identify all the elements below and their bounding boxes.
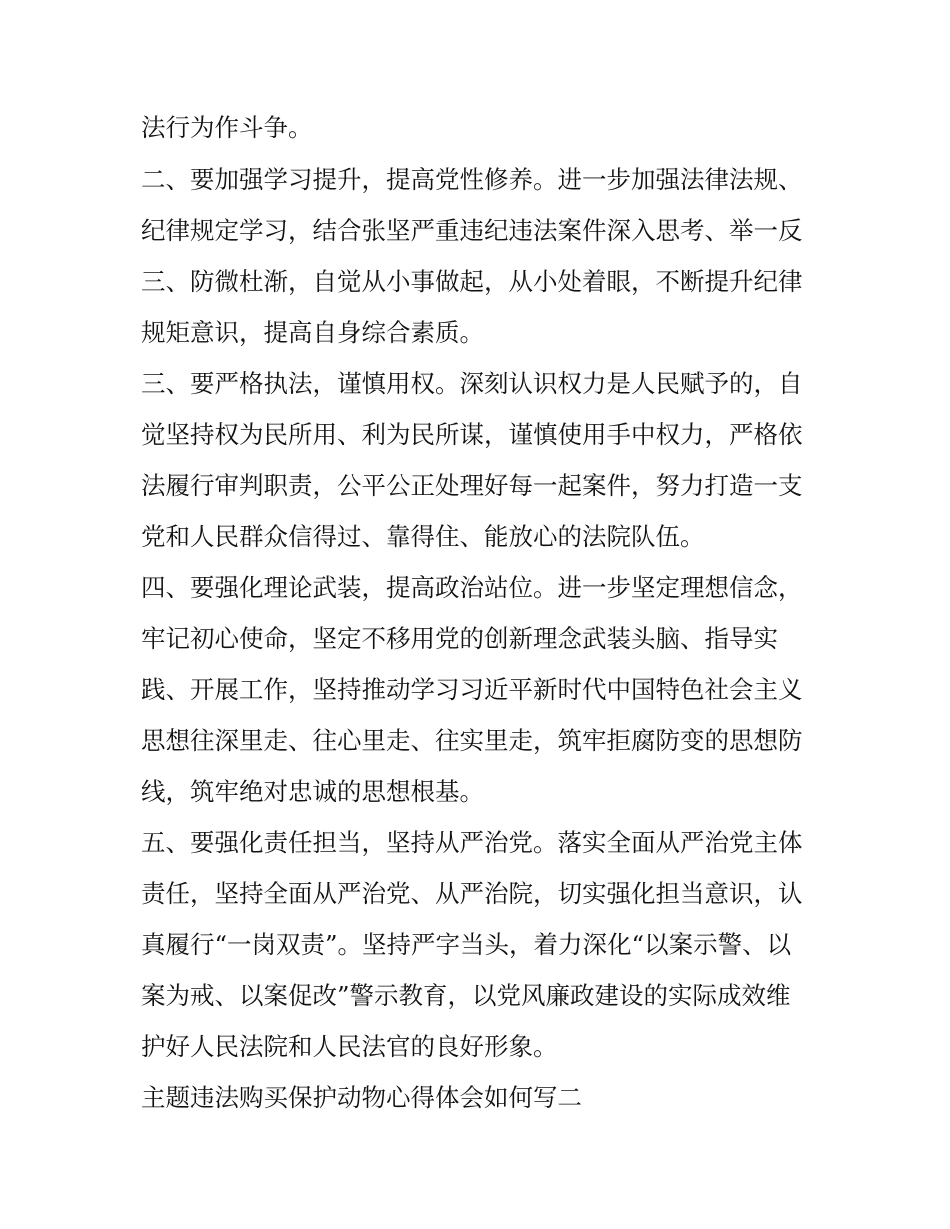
text-line: 践、开展工作，坚持推动学习习近平新时代中国特色社会主义 xyxy=(141,675,803,704)
text-line: 三、防微杜渐，自觉从小事做起，从小处着眼，不断提升纪律 xyxy=(141,267,803,296)
text-line: 三、要严格执法，谨慎用权。深刻认识权力是人民赋予的，自 xyxy=(141,369,803,398)
text-line: 纪律规定学习，结合张坚严重违纪违法案件深入思考、举一反 xyxy=(141,216,803,245)
text-line: 线，筑牢绝对忠诚的思想根基。 xyxy=(141,777,484,806)
text-line: 觉坚持权为民所用、利为民所谋，谨慎使用手中权力，严格依 xyxy=(141,420,803,449)
text-line: 护好人民法院和人民法官的良好形象。 xyxy=(141,1032,558,1061)
text-line: 规矩意识，提高自身综合素质。 xyxy=(141,318,484,347)
text-line: 二、要加强学习提升，提高党性修养。进一步加强法律法规、 xyxy=(141,165,803,194)
text-line: 真履行“一岗双责”。坚持严字当头，着力深化“以案示警、以 xyxy=(141,930,792,959)
text-line: 思想往深里走、往心里走、往实里走，筑牢拒腐防变的思想防 xyxy=(141,726,803,755)
text-line: 责任，坚持全面从严治党、从严治院，切实强化担当意识，认 xyxy=(141,879,803,908)
text-line: 四、要强化理论武装，提高政治站位。进一步坚定理想信念， xyxy=(141,573,803,602)
text-line: 法履行审判职责，公平公正处理好每一起案件，努力打造一支 xyxy=(141,471,803,500)
section-heading: 主题违法购买保护动物心得体会如何写二 xyxy=(141,1083,582,1112)
text-line: 五、要强化责任担当，坚持从严治党。落实全面从严治党主体 xyxy=(141,828,803,857)
text-line: 牢记初心使命，坚定不移用党的创新理念武装头脑、指导实 xyxy=(141,624,778,653)
text-line: 法行为作斗争。 xyxy=(141,113,313,142)
text-line: 案为戒、以案促改”警示教育，以党风廉政建设的实际成效维 xyxy=(141,981,791,1010)
text-line: 党和人民群众信得过、靠得住、能放心的法院队伍。 xyxy=(141,522,705,551)
